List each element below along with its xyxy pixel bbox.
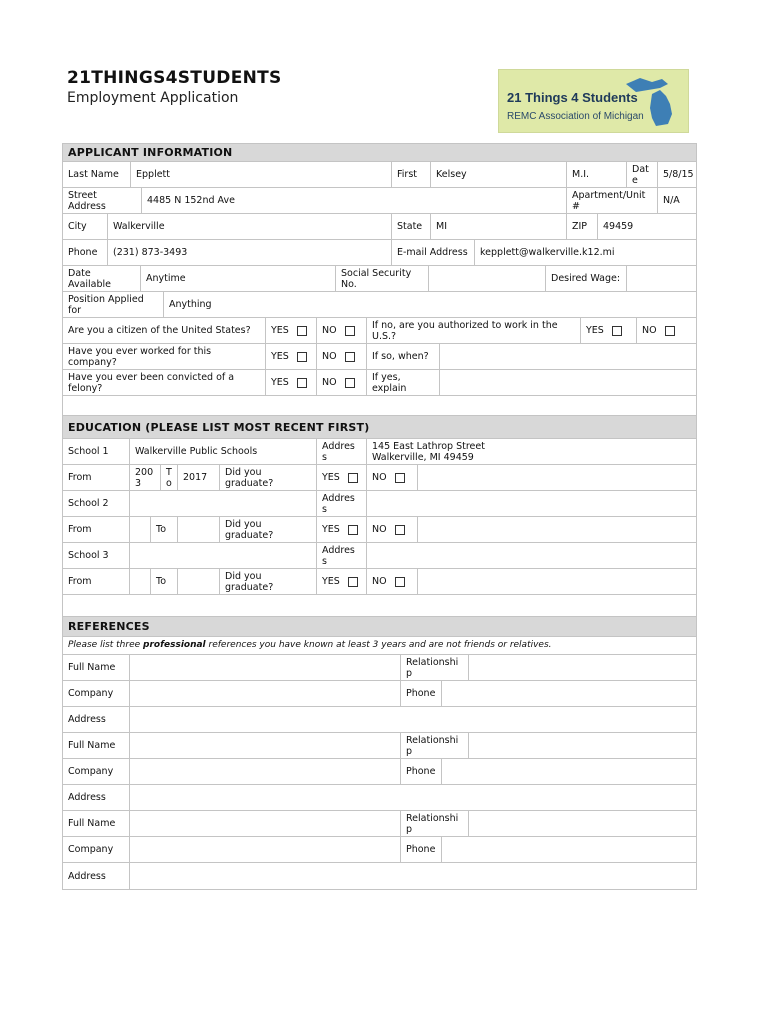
- wage-label: Desired Wage:: [546, 266, 627, 291]
- row-ref-3-company: [63, 837, 696, 863]
- graduate-3-no-checkbox[interactable]: [395, 577, 405, 587]
- graduate-1-yes-checkbox[interactable]: [348, 473, 358, 483]
- section-header-references: [63, 616, 696, 637]
- graduate-1-yes[interactable]: [317, 465, 367, 490]
- row-city: [63, 214, 696, 240]
- wage-field[interactable]: [627, 266, 696, 291]
- school-2-label: School 2: [63, 491, 130, 516]
- row-from-2: [63, 517, 696, 543]
- school-1-address-label: Addres s: [317, 439, 367, 464]
- authorized-no[interactable]: [637, 318, 696, 343]
- citizen-no-checkbox[interactable]: [345, 326, 355, 336]
- worked-yes-checkbox[interactable]: [297, 352, 307, 362]
- yes-label: YES: [322, 472, 340, 483]
- ref-2-address-field[interactable]: [130, 785, 696, 810]
- page-title: 21THINGS4STUDENTS: [67, 68, 282, 88]
- position-label: Position Applied for: [63, 292, 164, 317]
- logo: [498, 69, 689, 133]
- address-label: Address: [63, 707, 130, 732]
- row-phone: [63, 240, 696, 266]
- to-label: To: [151, 517, 178, 542]
- row-citizen: [63, 318, 696, 344]
- phone-label: Phone: [401, 681, 442, 706]
- felony-no[interactable]: [317, 370, 367, 395]
- address-line-2: Walkerville, MI 49459: [372, 451, 474, 463]
- graduate-2-no[interactable]: [367, 517, 418, 542]
- relationship-label: Relationshi p: [401, 733, 469, 758]
- address-label: Address: [63, 785, 130, 810]
- school-3-field[interactable]: [130, 543, 317, 568]
- no-label: NO: [372, 524, 387, 535]
- row-ref-1-address: [63, 707, 696, 733]
- felony-explain-label: If yes, explain: [367, 370, 440, 395]
- section-header-applicant: [63, 143, 696, 162]
- address-label: Address: [63, 863, 130, 889]
- apt-label: Apartment/Unit #: [567, 188, 658, 213]
- yes-label: YES: [322, 576, 340, 587]
- citizen-yes-checkbox[interactable]: [297, 326, 307, 336]
- email-label: E-mail Address: [392, 240, 475, 265]
- ref-1-name-field[interactable]: [130, 655, 401, 680]
- no-label: NO: [372, 576, 387, 587]
- citizen-question: Are you a citizen of the United States?: [63, 318, 266, 343]
- date-available-field[interactable]: Anytime: [141, 266, 336, 291]
- phone-field[interactable]: (231) 873-3493: [108, 240, 392, 265]
- row-ref-2-company: [63, 759, 696, 785]
- empty-cell: [418, 517, 696, 542]
- city-label: City: [63, 214, 108, 239]
- school-2-field[interactable]: [130, 491, 317, 516]
- worked-question: Have you ever worked for this company?: [63, 344, 266, 369]
- authorized-yes-checkbox[interactable]: [612, 326, 622, 336]
- graduate-2-yes-checkbox[interactable]: [348, 525, 358, 535]
- last-name-field[interactable]: Epplett: [131, 162, 392, 187]
- to-1-field[interactable]: 2017: [178, 465, 220, 490]
- ref-1-company-field[interactable]: [130, 681, 401, 706]
- spacer: [63, 595, 696, 616]
- worked-when-field[interactable]: [440, 344, 696, 369]
- school-3-address-field[interactable]: [367, 543, 696, 568]
- to-label: To: [151, 569, 178, 594]
- spacer: [63, 396, 696, 415]
- yes-label: YES: [271, 377, 289, 388]
- section-title: EDUCATION (PLEASE LIST MOST RECENT FIRST): [68, 421, 370, 434]
- references-note: [63, 637, 696, 654]
- graduate-2-yes[interactable]: [317, 517, 367, 542]
- street-field[interactable]: 4485 N 152nd Ave: [142, 188, 567, 213]
- from-label: From: [63, 517, 130, 542]
- state-field[interactable]: MI: [431, 214, 567, 239]
- school-3-address-label: Addres s: [317, 543, 367, 568]
- from-3-field[interactable]: [130, 569, 151, 594]
- row-felony: [63, 370, 696, 396]
- to-2-field[interactable]: [178, 517, 220, 542]
- row-school-1: [63, 439, 696, 465]
- row-ref-2-address: [63, 785, 696, 811]
- felony-question: Have you ever been convicted of a felony?: [63, 370, 266, 395]
- graduate-question: Did you graduate?: [220, 517, 317, 542]
- graduate-1-no-checkbox[interactable]: [395, 473, 405, 483]
- phone-label: Phone: [63, 240, 108, 265]
- worked-when-label: If so, when?: [367, 344, 440, 369]
- section-title: APPLICANT INFORMATION: [68, 146, 233, 159]
- row-street: [63, 188, 696, 214]
- school-3-label: School 3: [63, 543, 130, 568]
- yes-label: YES: [586, 325, 604, 336]
- felony-no-checkbox[interactable]: [345, 378, 355, 388]
- no-label: NO: [322, 351, 337, 362]
- ref-2-name-field[interactable]: [130, 733, 401, 758]
- row-ref-2-name: [63, 733, 696, 759]
- school-1-label: School 1: [63, 439, 130, 464]
- email-field[interactable]: kepplett@walkerville.k12.mi: [480, 247, 615, 258]
- to-3-field[interactable]: [178, 569, 220, 594]
- row-ref-1-company: [63, 681, 696, 707]
- company-label: Company: [63, 759, 130, 784]
- from-label: From: [63, 569, 130, 594]
- ref-2-relationship-field[interactable]: [469, 733, 696, 758]
- position-field[interactable]: Anything: [169, 299, 212, 310]
- citizen-yes[interactable]: [266, 318, 317, 343]
- row-date-available: [63, 266, 696, 292]
- worked-yes[interactable]: [266, 344, 317, 369]
- ref-3-name-field[interactable]: [130, 811, 401, 836]
- no-label: NO: [322, 377, 337, 388]
- worked-no-checkbox[interactable]: [345, 352, 355, 362]
- phone-label: Phone: [401, 837, 442, 862]
- last-name-label: Last Name: [63, 162, 131, 187]
- page-subtitle: Employment Application: [67, 90, 239, 106]
- ssn-field[interactable]: [429, 266, 546, 291]
- first-name-label: First: [392, 162, 431, 187]
- row-ref-3-name: [63, 811, 696, 837]
- graduate-1-no[interactable]: [367, 465, 418, 490]
- no-label: NO: [322, 325, 337, 336]
- from-2-field[interactable]: [130, 517, 151, 542]
- row-from-3: [63, 569, 696, 595]
- graduate-question: Did you graduate?: [220, 569, 317, 594]
- zip-field[interactable]: 49459: [603, 221, 634, 232]
- authorized-no-checkbox[interactable]: [665, 326, 675, 336]
- no-label: NO: [642, 325, 657, 336]
- relationship-label: Relationshi p: [401, 811, 469, 836]
- yes-label: YES: [322, 524, 340, 535]
- note-emphasis: professional: [143, 640, 206, 650]
- logo-title: 21 Things 4 Students: [507, 90, 638, 105]
- company-label: Company: [63, 681, 130, 706]
- section-title: REFERENCES: [68, 620, 150, 633]
- phone-label: Phone: [401, 759, 442, 784]
- mi-label: M.I.: [567, 162, 627, 187]
- ref-3-address-field[interactable]: [130, 863, 696, 889]
- empty-cell: [418, 569, 696, 594]
- relationship-label: Relationshi p: [401, 655, 469, 680]
- yes-label: YES: [271, 351, 289, 362]
- row-position: [63, 292, 696, 318]
- felony-explain-field[interactable]: [440, 370, 696, 395]
- full-name-label: Full Name: [63, 733, 130, 758]
- yes-label: YES: [271, 325, 289, 336]
- date-label: Dat e: [627, 162, 658, 187]
- row-school-3: [63, 543, 696, 569]
- row-name: [63, 162, 696, 188]
- no-label: NO: [372, 472, 387, 483]
- graduate-3-yes[interactable]: [317, 569, 367, 594]
- to-label: T o: [161, 465, 178, 490]
- ref-2-phone-field[interactable]: [442, 759, 696, 784]
- logo-caption: REMC Association of Michigan: [507, 111, 644, 122]
- felony-yes[interactable]: [266, 370, 317, 395]
- full-name-label: Full Name: [63, 655, 130, 680]
- graduate-3-no[interactable]: [367, 569, 418, 594]
- row-from-1: [63, 465, 696, 491]
- graduate-3-yes-checkbox[interactable]: [348, 577, 358, 587]
- school-2-address-field[interactable]: [367, 491, 696, 516]
- address-line-1: 145 East Lathrop Street: [372, 440, 485, 452]
- ref-3-company-field[interactable]: [130, 837, 401, 862]
- first-name-field[interactable]: Kelsey: [431, 162, 567, 187]
- graduate-2-no-checkbox[interactable]: [395, 525, 405, 535]
- section-header-education: [63, 415, 696, 439]
- city-field[interactable]: Walkerville: [108, 214, 392, 239]
- ref-1-relationship-field[interactable]: [469, 655, 696, 680]
- school-2-address-label: Addres s: [317, 491, 367, 516]
- row-ref-1-name: [63, 655, 696, 681]
- from-1-field[interactable]: 200 3: [130, 465, 161, 490]
- felony-yes-checkbox[interactable]: [297, 378, 307, 388]
- row-ref-3-address: [63, 863, 696, 889]
- references-note-row: [63, 637, 696, 655]
- street-label: Street Address: [63, 188, 142, 213]
- note-text: Please list three: [68, 640, 144, 650]
- ref-2-company-field[interactable]: [130, 759, 401, 784]
- zip-label: ZIP: [567, 214, 598, 239]
- school-1-field[interactable]: Walkerville Public Schools: [130, 439, 317, 464]
- row-school-2: [63, 491, 696, 517]
- full-name-label: Full Name: [63, 811, 130, 836]
- date-field[interactable]: 5/8/15: [663, 169, 694, 180]
- graduate-question: Did you graduate?: [220, 465, 317, 490]
- worked-no[interactable]: [317, 344, 367, 369]
- state-label: State: [392, 214, 431, 239]
- ref-3-relationship-field[interactable]: [469, 811, 696, 836]
- authorized-question: If no, are you authorized to work in the U.S.?: [367, 318, 581, 343]
- from-label: From: [63, 465, 130, 490]
- ref-3-phone-field[interactable]: [442, 837, 696, 862]
- row-worked: [63, 344, 696, 370]
- ref-1-phone-field[interactable]: [442, 681, 696, 706]
- authorized-yes[interactable]: [581, 318, 637, 343]
- citizen-no[interactable]: [317, 318, 367, 343]
- date-available-label: Date Available: [63, 266, 141, 291]
- apt-field[interactable]: N/A: [663, 195, 680, 206]
- company-label: Company: [63, 837, 130, 862]
- ssn-label: Social Security No.: [336, 266, 429, 291]
- application-form: [62, 143, 697, 890]
- school-1-address-field[interactable]: [367, 439, 696, 464]
- empty-cell: [418, 465, 696, 490]
- ref-1-address-field[interactable]: [130, 707, 696, 732]
- note-text: references you have known at least 3 years and are not friends or relatives.: [205, 640, 552, 650]
